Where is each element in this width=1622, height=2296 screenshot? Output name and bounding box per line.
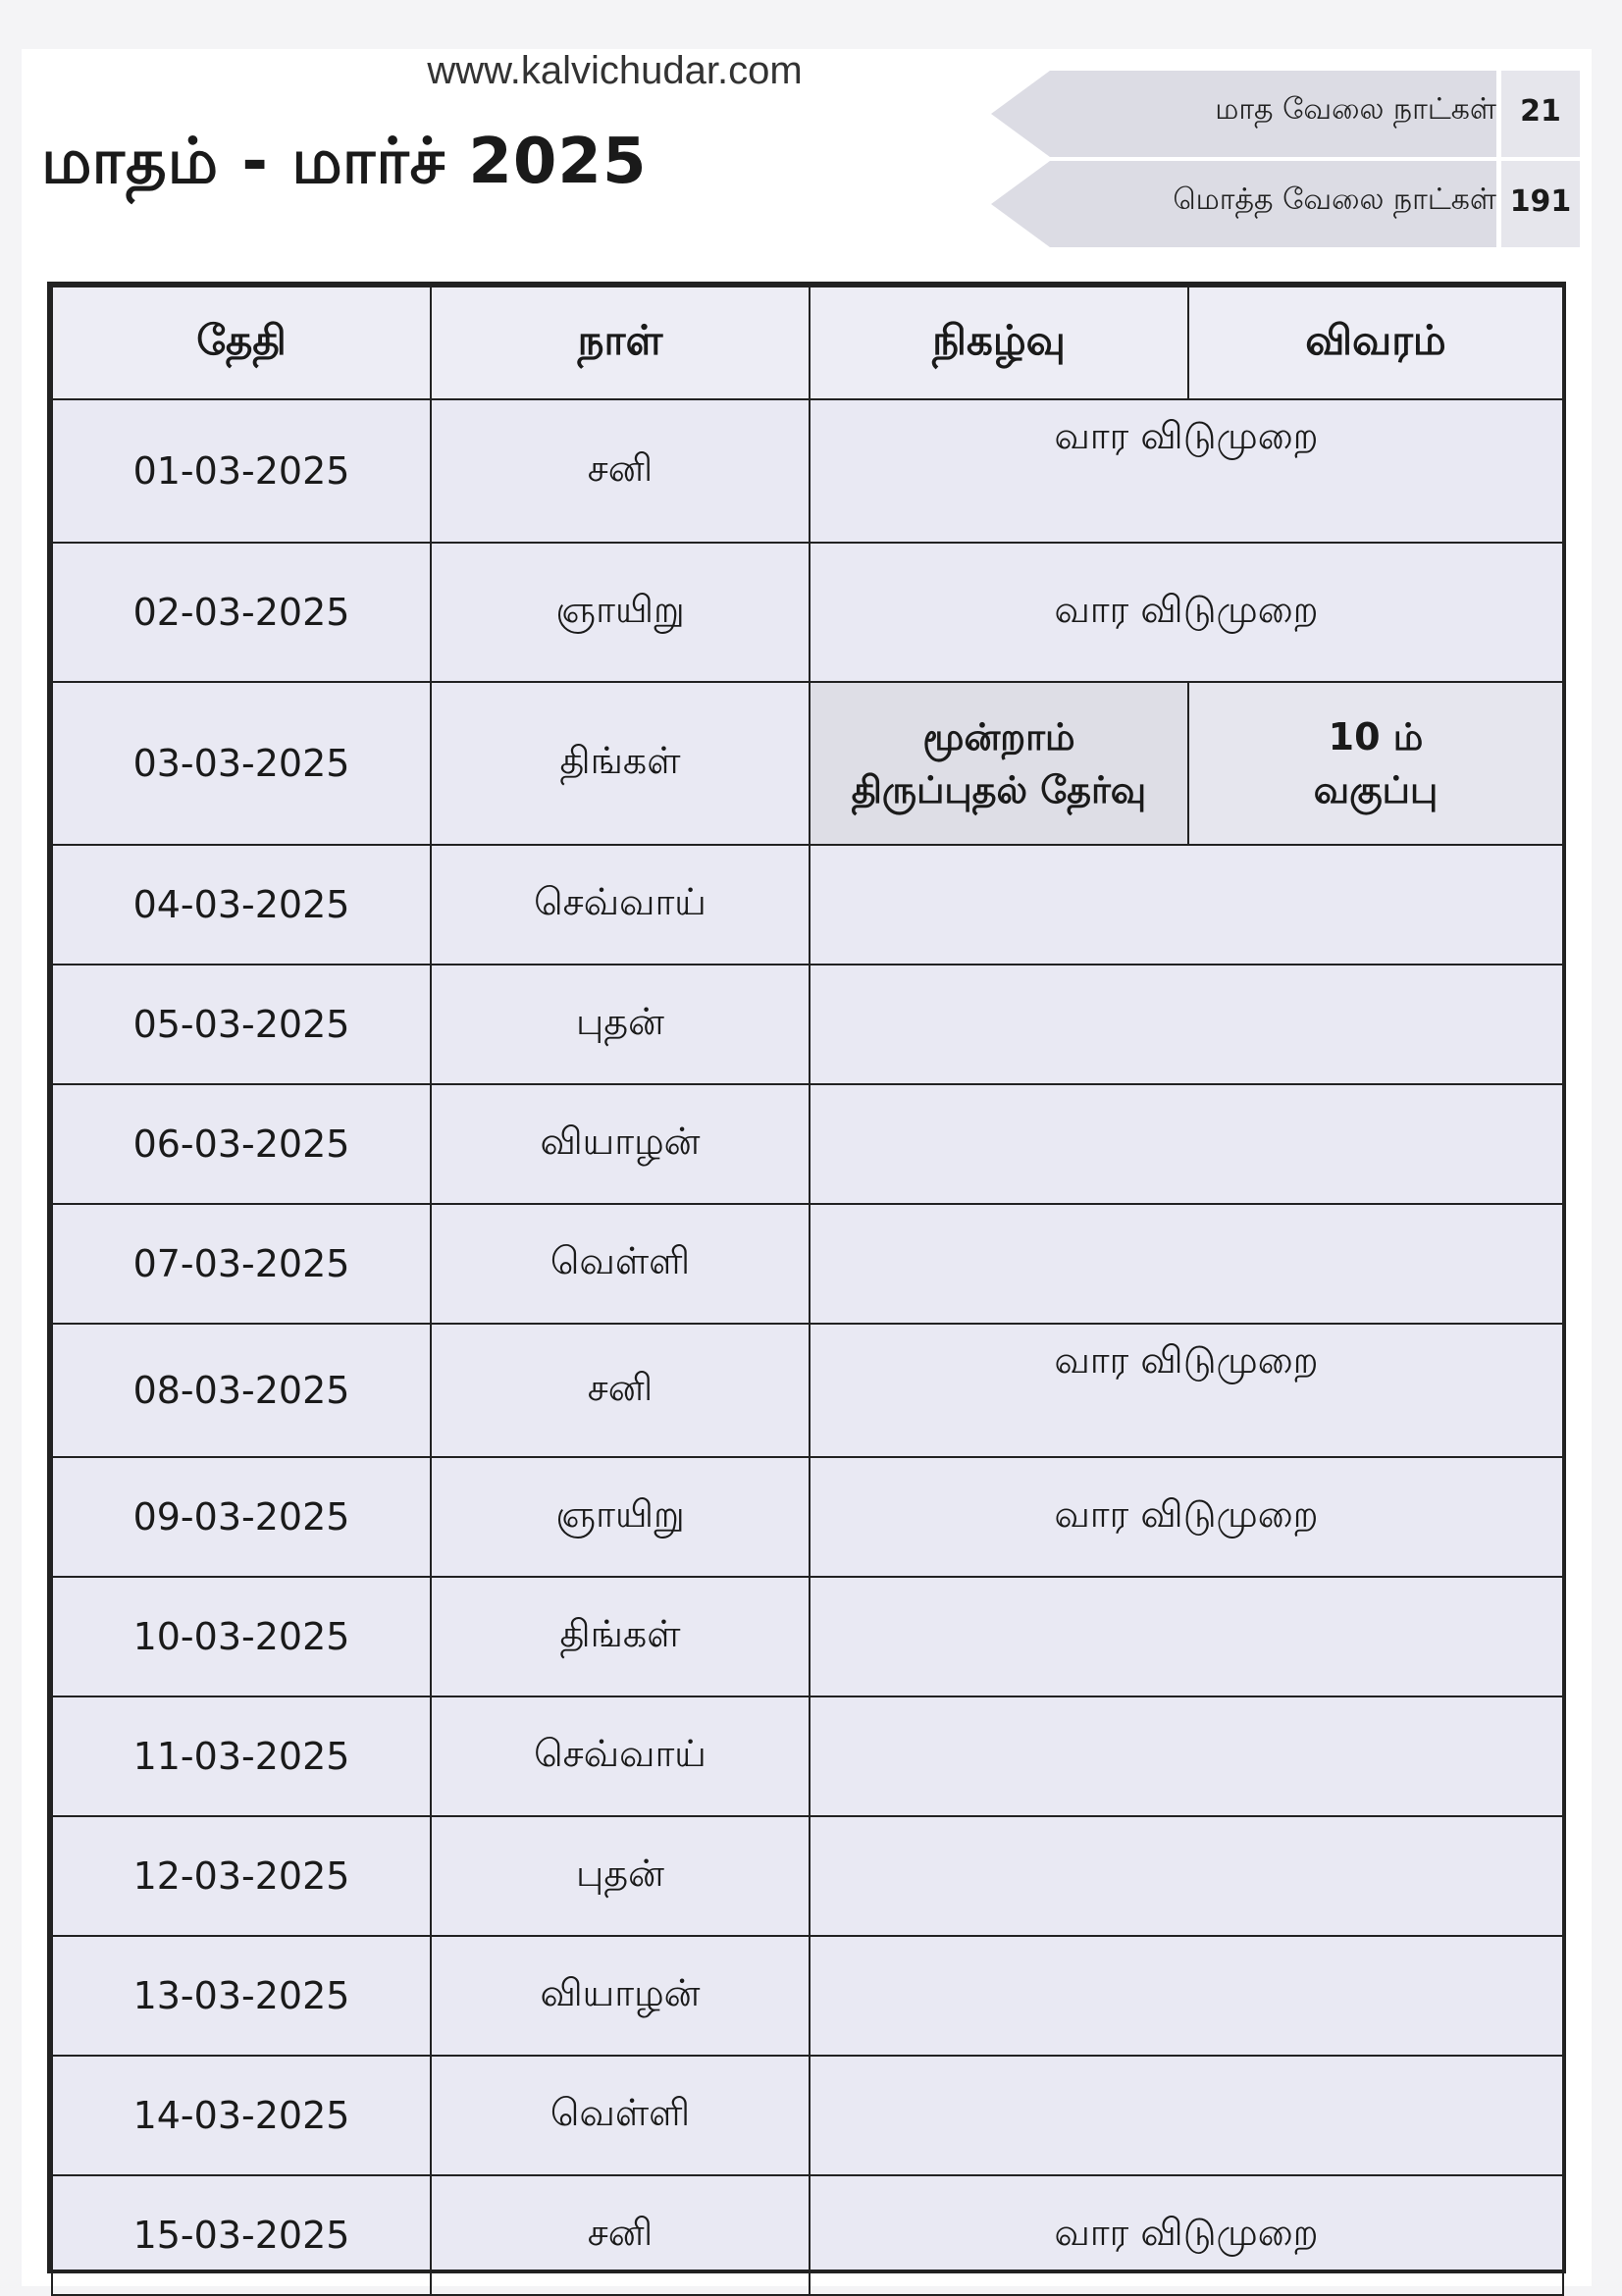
table-header-row [52,287,1563,399]
monthly-working-days [991,71,1580,157]
note-cell [810,1816,1563,1936]
note-cell: வார விடுமுறை [810,1324,1563,1457]
date-cell: 12-03-2025 [52,1816,431,1936]
table-row [52,682,1563,845]
date-cell: 11-03-2025 [52,1696,431,1816]
total-working-days [991,161,1580,247]
table-row [52,965,1563,1084]
date-cell: 09-03-2025 [52,1457,431,1577]
date-cell: 04-03-2025 [52,845,431,965]
day-cell: வியாழன் [431,1936,810,2056]
date-cell: 01-03-2025 [52,399,431,543]
date-cell: 08-03-2025 [52,1324,431,1457]
date-cell: 15-03-2025 [52,2175,431,2295]
note-cell [810,845,1563,965]
table-row [52,1816,1563,1936]
day-cell: ஞாயிறு [431,543,810,682]
header-event: நிகழ்வு [810,287,1188,399]
stat-value: 21 [1520,94,1561,129]
header-detail: விவரம் [1188,287,1563,399]
day-cell: ஞாயிறு [431,1457,810,1577]
note-cell: வார விடுமுறை [810,399,1563,543]
table-row [52,1324,1563,1457]
table-row [52,1204,1563,1324]
page-title: மாதம் - மார்ச் 2025 [41,126,648,198]
table-row [52,2056,1563,2175]
calendar-table [51,286,1564,2296]
table-row [52,1457,1563,1577]
day-cell: வியாழன் [431,1084,810,1204]
note-cell [810,1204,1563,1324]
date-cell: 02-03-2025 [52,543,431,682]
table-row [52,2175,1563,2295]
date-cell: 07-03-2025 [52,1204,431,1324]
website-text: www.kalvichudar.com [427,49,803,92]
day-cell: திங்கள் [431,1577,810,1696]
day-cell: திங்கள் [431,682,810,845]
day-cell: செவ்வாய் [431,1696,810,1816]
day-cell: புதன் [431,965,810,1084]
note-cell [810,965,1563,1084]
table-row [52,845,1563,965]
day-cell: சனி [431,399,810,543]
day-cell: புதன் [431,1816,810,1936]
day-cell: வெள்ளி [431,2056,810,2175]
note-cell [810,2056,1563,2175]
date-cell: 06-03-2025 [52,1084,431,1204]
table-row [52,1696,1563,1816]
detail-cell [1188,682,1563,845]
table-row [52,399,1563,543]
date-cell: 14-03-2025 [52,2056,431,2175]
day-cell: சனி [431,1324,810,1457]
day-cell: சனி [431,2175,810,2295]
note-cell: வார விடுமுறை [810,2175,1563,2295]
note-cell [810,1696,1563,1816]
header-date: தேதி [52,287,431,399]
table-row [52,1084,1563,1204]
day-cell: செவ்வாய் [431,845,810,965]
event-text: மூன்றாம் திருப்புதல் தேர்வு [851,715,1147,811]
date-cell: 10-03-2025 [52,1577,431,1696]
table-row [52,1936,1563,2056]
event-cell [810,682,1188,845]
calendar-table-frame [47,282,1566,2273]
note-cell: வார விடுமுறை [810,1457,1563,1577]
table-row [52,1577,1563,1696]
stat-label: மொத்த வேலை நாட்கள் [1173,183,1496,217]
date-cell: 03-03-2025 [52,682,431,845]
stat-value: 191 [1509,184,1572,219]
detail-text: 10 ம் வகுப்பு [1313,715,1439,811]
note-cell [810,1084,1563,1204]
stat-label: மாத வேலை நாட்கள் [1215,92,1496,127]
date-cell: 13-03-2025 [52,1936,431,2056]
header-day: நாள் [431,287,810,399]
note-cell [810,1936,1563,2056]
date-cell: 05-03-2025 [52,965,431,1084]
note-cell [810,1577,1563,1696]
table-row [52,543,1563,682]
note-cell: வார விடுமுறை [810,543,1563,682]
day-cell: வெள்ளி [431,1204,810,1324]
